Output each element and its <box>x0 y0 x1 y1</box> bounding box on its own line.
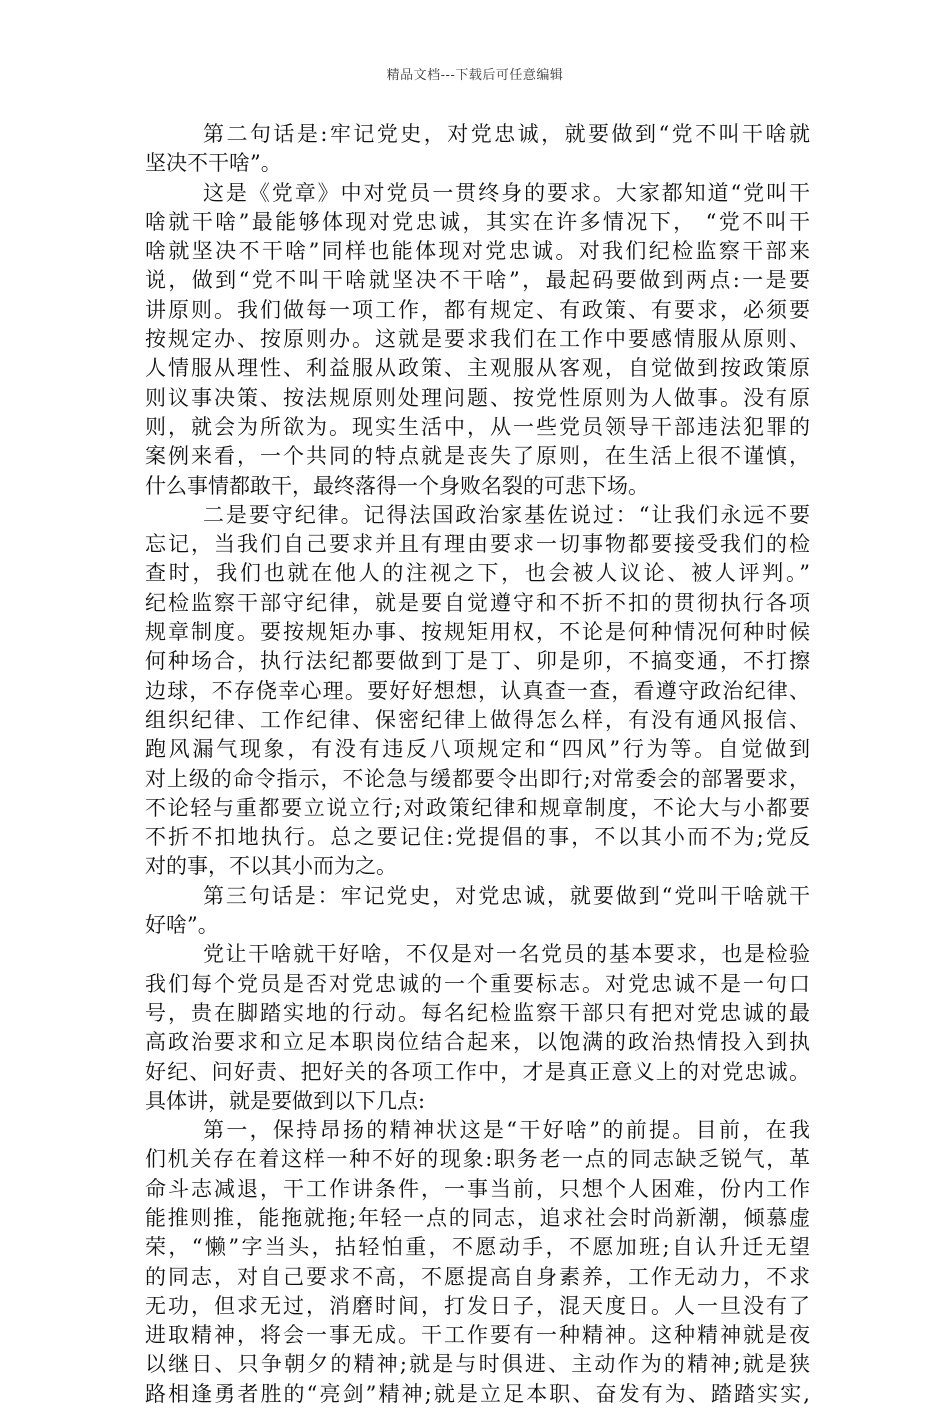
text-line: 对的事，不以其小而为之。 <box>145 854 397 879</box>
text-line: 按规定办、按原则办。这就是要求我们在工作中要感情服从原则、 <box>145 327 810 352</box>
text-line: 这是《党章》中对党员一贯终身的要求。大家都知道“党叫干 <box>203 180 810 205</box>
text-line: 路相逢勇者胜的“亮剑”精神;就是立足本职、奋发有为、踏踏实实, <box>145 1381 810 1406</box>
text-line: 我们每个党员是否对党忠诚的一个重要标志。对党忠诚不是一句口 <box>145 971 810 996</box>
text-line: 讲原则。我们做每一项工作，都有规定、有政策、有要求，必须要 <box>145 297 810 322</box>
text-line: 坚决不干啥”。 <box>145 151 282 176</box>
text-line: 对上级的命令指示，不论急与缓都要令出即行;对常委会的部署要求， <box>145 766 810 791</box>
text-line: 党让干啥就干好啥，不仅是对一名党员的基本要求，也是检验 <box>203 942 810 967</box>
text-line: 什么事情都敢干，最终落得一个身败名裂的可悲下场。 <box>145 473 649 498</box>
page-header: 精品文档---下载后可任意编辑 <box>386 68 564 83</box>
text-line: 高政治要求和立足本职岗位结合起来，以饱满的政治热情投入到执 <box>145 1030 810 1055</box>
text-line: 人情服从理性、利益服从政策、主观服从客观，自觉做到按政策原 <box>145 356 810 381</box>
text-line: 具体讲，就是要做到以下几点: <box>145 1088 426 1113</box>
text-line: 们机关存在着这样一种不好的现象:职务老一点的同志缺乏锐气，革 <box>145 1147 810 1172</box>
document-body <box>145 120 810 1409</box>
text-line: 何种场合，执行法纪都要做到丁是丁、卯是卯，不搞变通，不打擦 <box>145 649 810 674</box>
text-line: 纪检监察干部守纪律，就是要自觉遵守和不折不扣的贯彻执行各项 <box>145 590 810 615</box>
text-line: 进取精神，将会一事无成。干工作要有一种精神。这种精神就是夜 <box>145 1323 810 1348</box>
text-line: 不论轻与重都要立说立行;对政策纪律和规章制度，不论大与小都要 <box>145 795 810 820</box>
text-line: 啥就坚决不干啥”同样也能体现对党忠诚。对我们纪检监察干部来 <box>145 239 810 264</box>
text-line: 则议事决策、按法规原则处理问题、按党性原则为人做事。没有原 <box>145 385 810 410</box>
text-line: 案例来看，一个共同的特点就是丧失了原则，在生活上很不谨慎， <box>145 444 810 469</box>
text-line: 荣，“懒”字当头，拈轻怕重，不愿动手，不愿加班;自认升迁无望 <box>145 1235 810 1260</box>
text-line: 规章制度。要按规矩办事、按规矩用权，不论是何种情况何种时候 <box>145 620 810 645</box>
text-line: 第一，保持昂扬的精神状这是“干好啥”的前提。目前，在我 <box>203 1118 810 1143</box>
text-line: 边球，不存侥幸心理。要好好想想，认真查一查，看遵守政治纪律、 <box>145 678 810 703</box>
text-line: 命斗志减退，干工作讲条件，一事当前，只想个人困难，份内工作 <box>145 1176 810 1201</box>
text-line: 忘记，当我们自己要求并且有理由要求一切事物都要接受我们的检 <box>145 532 810 557</box>
text-line: 啥就干啥”最能够体现对党忠诚，其实在许多情况下， “党不叫干 <box>145 209 810 234</box>
text-line: 二是要守纪律。记得法国政治家基佐说过：“让我们永远不要 <box>203 502 810 527</box>
text-line: 号，贵在脚踏实地的行动。每名纪检监察干部只有把对党忠诚的最 <box>145 1000 810 1025</box>
text-line: 说，做到“党不叫干啥就坚决不干啥”，最起码要做到两点:一是要 <box>145 268 810 293</box>
text-line: 第三句话是：牢记党史，对党忠诚，就要做到“党叫干啥就干 <box>203 883 810 908</box>
text-line: 则，就会为所欲为。现实生活中，从一些党员领导干部违法犯罪的 <box>145 414 810 439</box>
text-line: 第二句话是:牢记党史，对党忠诚，就要做到“党不叫干啥就 <box>203 122 810 146</box>
text-line: 以继日、只争朝夕的精神;就是与时俱进、主动作为的精神;就是狭 <box>145 1352 810 1377</box>
text-line: 不折不扣地执行。总之要记住:党提倡的事，不以其小而不为;党反 <box>145 825 810 850</box>
text-line: 好纪、问好责、把好关的各项工作中，才是真正意义上的对党忠诚。 <box>145 1059 810 1084</box>
text-line: 无功，但求无过，消磨时间，打发日子，混天度日。人一旦没有了 <box>145 1293 810 1318</box>
text-line: 能推则推，能拖就拖;年轻一点的同志，追求社会时尚新潮，倾慕虚 <box>145 1205 810 1230</box>
text-line: 跑风漏气现象，有没有违反八项规定和“四风”行为等。自觉做到 <box>145 737 810 762</box>
text-line: 组织纪律、工作纪律、保密纪律上做得怎么样，有没有通风报信、 <box>145 707 810 732</box>
text-line: 查时，我们也就在他人的注视之下，也会被人议论、被人评判。” <box>145 561 810 586</box>
text-line: 的同志，对自己要求不高，不愿提高自身素养，工作无动力，不求 <box>145 1264 810 1289</box>
text-line: 好啥”。 <box>145 913 219 938</box>
